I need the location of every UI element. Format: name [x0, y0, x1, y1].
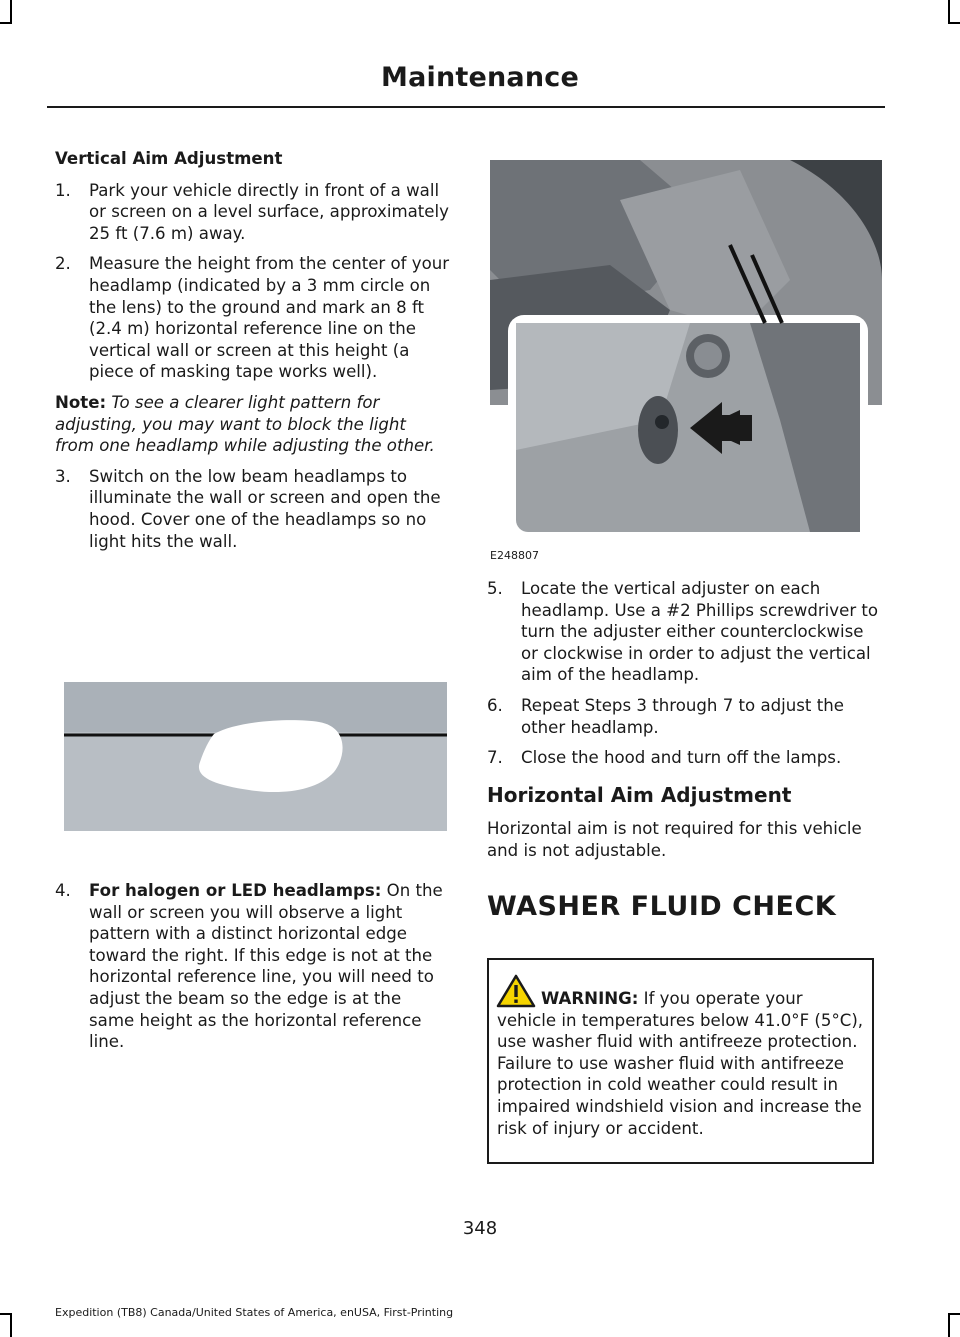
step-text: Switch on the low beam headlamps to illuminate the wall or screen and open the hood. Cover one of the headlamps so no light hits the wall.: [89, 466, 441, 551]
figure-code: E248807: [490, 549, 539, 562]
headlamp-adjuster-photo: [490, 160, 882, 552]
step-bold-lead: For halogen or LED headlamps:: [89, 881, 382, 900]
step-number: 5.: [487, 579, 503, 598]
crop-mark: [948, 0, 950, 24]
note-text: To see a clearer light pattern for adjusting, you may want to block the light from one headlamp while adjusting the other.: [55, 392, 435, 456]
page-title: Maintenance: [381, 62, 579, 93]
crop-mark: [0, 1313, 12, 1315]
note: [55, 392, 450, 457]
list-item: [55, 466, 450, 552]
step-text: Locate the vertical adjuster on each headlamp. Use a #2 Phillips screwdriver to turn the adjuster either counterclockwise or clockwise in order to adjust the vertical aim of the headlamp.: [521, 579, 879, 685]
list-item: [487, 578, 882, 686]
crop-mark: [0, 22, 12, 24]
page-number: 348: [462, 1218, 498, 1239]
warning-triangle-icon: [496, 974, 536, 1008]
step-text: [89, 880, 450, 1053]
list-item: [55, 253, 450, 383]
warning-text: If you operate your vehicle in temperatures below 41.0°F (5°C), use washer fluid with antifreeze protection. Failure to use washer fluid with antifreeze protection in cold weather could result in impaired windshield vision and increase the risk of injury or accident.: [497, 989, 864, 1138]
step-4-block: [55, 880, 450, 1062]
step-text: Measure the height from the center of your headlamp (indicated by a 3 mm circle on the lens) to the ground and mark an 8 ft (2.4 m) horizontal reference line on the vertical wall or screen at this height (a piece of masking tape works well).: [89, 254, 450, 382]
list-item: [55, 180, 450, 245]
header-divider: [47, 106, 885, 108]
step-number: 7.: [487, 748, 503, 768]
list-item: [55, 880, 450, 1053]
crop-mark: [948, 1313, 950, 1337]
crop-mark: [948, 22, 960, 24]
list-item: [487, 695, 882, 738]
step-number: 2.: [55, 254, 71, 274]
warning-label: WARNING:: [541, 989, 639, 1008]
footer-text: Expedition (TB8) Canada/United States of America, enUSA, First-Printing: [55, 1306, 454, 1319]
beam-pattern-illustration: [64, 682, 447, 831]
left-column: [55, 148, 450, 561]
warning-box: [487, 958, 874, 1164]
step-number: 3.: [55, 466, 71, 486]
note-label: Note:: [55, 392, 107, 412]
crop-mark: [10, 0, 12, 24]
step-text: Close the hood and turn off the lamps.: [521, 748, 842, 768]
step-number: 6.: [487, 695, 503, 715]
section-heading: Horizontal Aim Adjustment: [487, 782, 792, 807]
list-item: [487, 747, 882, 769]
section-paragraph: Horizontal aim is not required for this vehicle and is not adjustable.: [487, 819, 862, 860]
step-text: Repeat Steps 3 through 7 to adjust the other headlamp.: [521, 695, 844, 737]
section-title: WASHER FLUID CHECK: [487, 890, 837, 922]
crop-mark: [10, 1313, 12, 1337]
warning-content: [497, 988, 864, 1139]
step-number: 4.: [55, 881, 71, 900]
step-number: 1.: [55, 180, 71, 200]
crop-mark: [948, 1313, 960, 1315]
right-column: [487, 578, 882, 922]
step-text-body: On the wall or screen you will observe a light pattern with a distinct horizontal edge toward the right. If this edge is not at the horizontal reference line, you will need to adjust the beam so the edge is at the same height as the horizontal reference line.: [89, 881, 443, 1052]
step-text: Park your vehicle directly in front of a wall or screen on a level surface, approximately 25 ft (7.6 m) away.: [89, 180, 449, 243]
section-subheading: Vertical Aim Adjustment: [55, 149, 283, 168]
